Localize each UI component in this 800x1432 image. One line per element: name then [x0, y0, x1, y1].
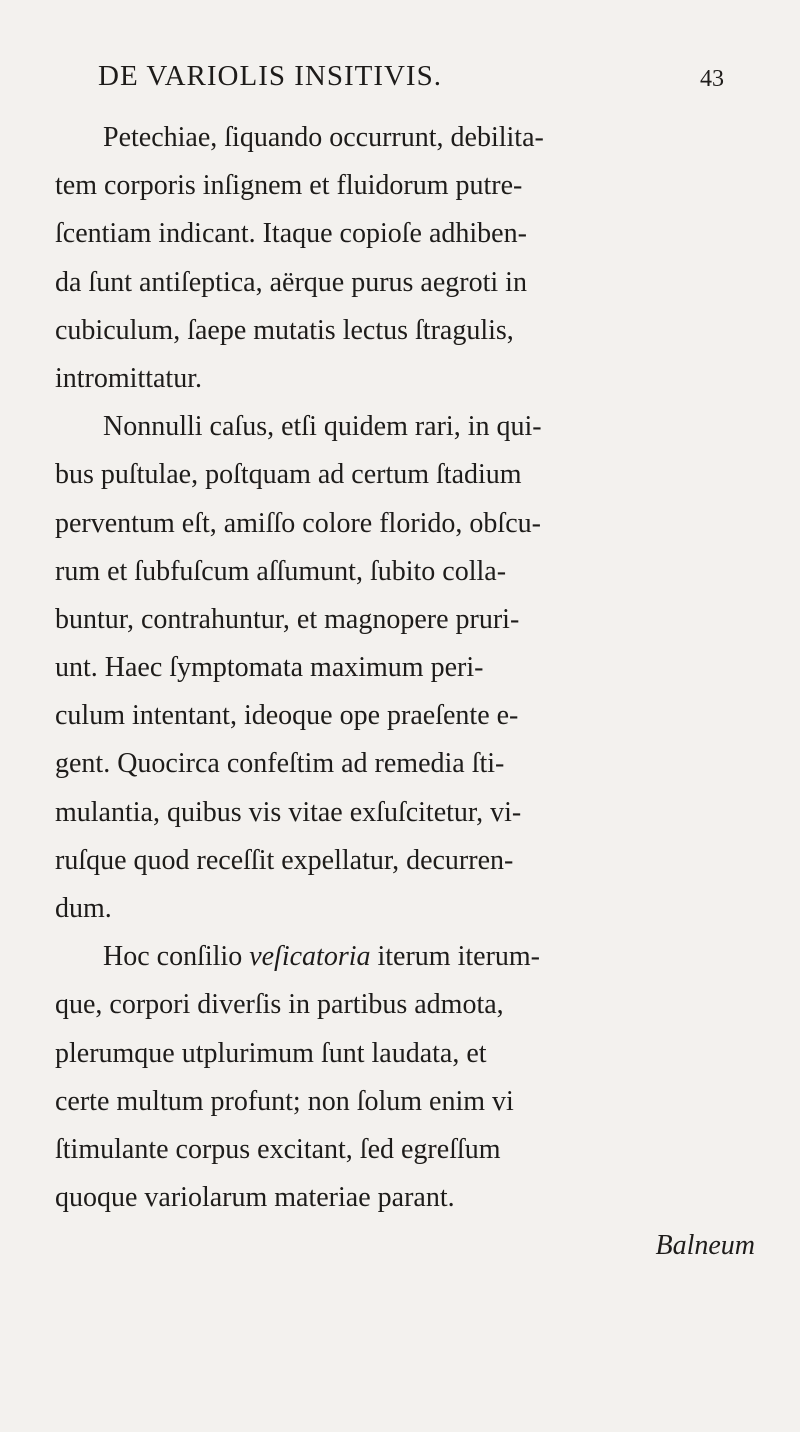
text-line [55, 114, 755, 162]
text-line [55, 644, 755, 692]
text-line [55, 596, 755, 644]
text-segment: buntur, contrahuntur, et magnopere pruri- [55, 603, 520, 635]
body-text [55, 114, 755, 1271]
text-segment: unt. Haec ſymptomata maximum peri- [55, 652, 484, 684]
text-line [55, 981, 755, 1029]
text-segment: mulantia, quibus vis vitae exſuſcitetur, vi- [55, 796, 522, 828]
text-line [55, 740, 755, 788]
text-segment: que, corpori diverſis in partibus admota, [55, 989, 504, 1021]
page-header [0, 60, 800, 100]
text-segment: plerumque utplurimum ſunt laudata, et [55, 1037, 487, 1069]
text-segment: Hoc conſilio [103, 941, 250, 973]
text-segment: perventum eſt, amiſſo colore florido, obſcu- [55, 507, 541, 539]
text-segment: ruſque quod receſſit expellatur, decurren- [55, 844, 514, 876]
catchword: Balneum [655, 1230, 755, 1262]
text-segment: ſcentiam indicant. Itaque copioſe adhiben- [55, 218, 527, 250]
text-segment: cubiculum, ſaepe mutatis lectus ſtragulis, [55, 314, 514, 346]
text-segment: iterum iterum- [370, 941, 541, 973]
text-segment: rum et ſubfuſcum aſſumunt, ſubito colla- [55, 555, 507, 587]
text-line [55, 210, 755, 258]
text-segment: certe multum profunt; non ſolum enim vi [55, 1085, 514, 1117]
text-line [55, 885, 755, 933]
text-segment: Petechiae, ſiquando occurrunt, debilita- [103, 122, 544, 153]
text-line [55, 403, 755, 451]
text-segment: ſtimulante corpus excitant, ſed egreſſum [55, 1133, 501, 1165]
text-line [55, 548, 755, 596]
text-segment: culum intentant, ideoque ope praeſente e- [55, 700, 519, 732]
italic-term: veſicatoria [249, 941, 371, 973]
text-line [55, 933, 755, 981]
text-segment: gent. Quocirca confeſtim ad remedia ſti- [55, 748, 505, 780]
text-line [55, 451, 755, 499]
text-line [55, 789, 755, 837]
text-line [55, 837, 755, 885]
text-line [55, 307, 755, 355]
page-number: 43 [700, 66, 724, 92]
text-line [55, 162, 755, 210]
text-segment: Nonnulli caſus, etſi quidem rari, in qui- [103, 411, 542, 443]
text-line [55, 259, 755, 307]
text-segment: tem corporis inſignem et fluidorum putre- [55, 170, 523, 202]
text-line [55, 355, 755, 403]
text-segment: da ſunt antiſeptica, aërque purus aegroti in [55, 266, 527, 298]
text-segment: bus puſtulae, poſtquam ad certum ſtadium [55, 459, 522, 491]
text-segment: quoque variolarum materiae parant. [55, 1182, 455, 1214]
text-line [55, 500, 755, 548]
catchword-line [55, 1222, 755, 1270]
text-line [55, 1174, 755, 1222]
running-title: DE VARIOLIS INSITIVIS. [98, 60, 442, 92]
text-line [55, 692, 755, 740]
text-segment: intromittatur. [55, 362, 202, 394]
text-segment: dum. [55, 893, 112, 924]
text-line [55, 1126, 755, 1174]
text-line [55, 1030, 755, 1078]
text-line [55, 1078, 755, 1126]
